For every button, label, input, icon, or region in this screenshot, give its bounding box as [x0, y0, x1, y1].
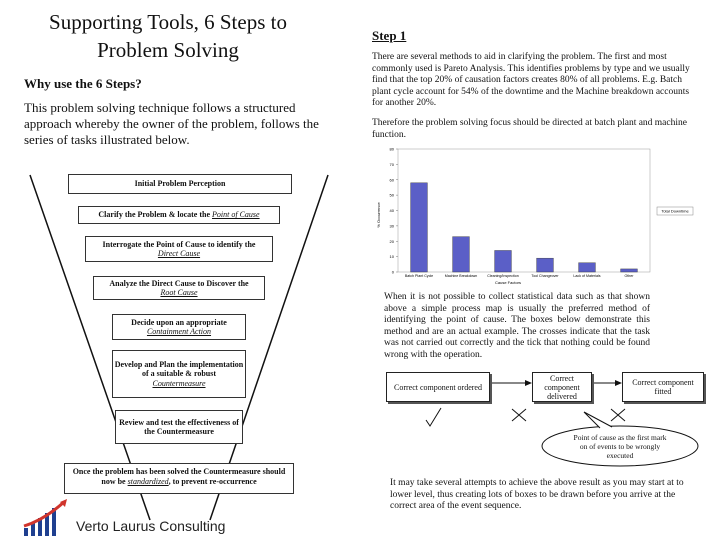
- funnel-step-review: Review and test the effectiveness of the Countermeasure: [115, 410, 243, 444]
- chart-x-tick-label: Lack of Materials: [573, 274, 601, 278]
- chart-y-tick-label: 60: [389, 177, 394, 183]
- process-box-delivered: Correct component delivered: [532, 372, 592, 402]
- chart-y-tick-label: 30: [389, 223, 394, 229]
- step-paragraph-3: When it is not possible to collect statistical data such as that shown above a simple process map is usually the preferred method of identifying the point of cause. The boxes below demonstrate this method and are an actual example. The crosses indicate that the task was not carried out correctly and the tick that nothing could be found wrong with the operation.: [384, 292, 650, 360]
- tick-mark: [426, 408, 441, 426]
- chart-y-label: % Occurrence: [376, 202, 381, 228]
- chart-x-tick-label: Batch Plant Cycle: [404, 274, 434, 278]
- funnel-step-interrogate: Interrogate the Point of Cause to identify the Direct Cause: [85, 236, 273, 262]
- step-paragraph-4: It may take several attempts to achieve the above result as you may start at to lower level, thus creating lots of boxes to be drawn before you arrive at the correct area of the event sequence.: [390, 478, 684, 511]
- step-paragraph-2: Therefore the problem solving focus should be directed at batch plant and machine function.: [372, 118, 687, 140]
- funnel-step-clarify: Clarify the Problem & locate the Point of Cause: [78, 206, 280, 224]
- chart-y-tick-label: 0: [391, 269, 394, 275]
- funnel-step-develop: Develop and Plan the implementation of a suitable & robust Countermeasure: [112, 350, 246, 398]
- chart-x-tick-label: Machine Breakdown: [444, 274, 478, 278]
- process-box-fitted: Correct component fitted: [622, 372, 704, 402]
- cross-mark-2: [611, 409, 625, 421]
- funnel-step-decide: Decide upon an appropriate Containment Action: [112, 314, 246, 340]
- chart-y-tick-label: 40: [389, 208, 394, 213]
- step-title: Step 1: [372, 28, 407, 43]
- page-title: Supporting Tools, 6 Steps to Problem Solving: [49, 10, 287, 62]
- chart-y-tick-label: 20: [389, 238, 394, 244]
- chart-legend-label: Total Downtime: [661, 208, 689, 214]
- chart-y-tick-label: 50: [389, 192, 394, 198]
- chart-y-tick-label: 80: [389, 146, 394, 152]
- chart-x-tick-label: Cleaning/Inspection: [487, 274, 519, 278]
- chart-x-tick-label: Tool Changeover: [531, 274, 559, 278]
- funnel-step-initial: Initial Problem Perception: [68, 174, 292, 194]
- process-box-ordered: Correct component ordered: [386, 372, 490, 402]
- chart-y-tick-label: 70: [389, 161, 394, 167]
- funnel-step-final: Once the problem has been solved the Countermeasure should now be standardized, to prevent re-occurrence: [64, 463, 294, 494]
- logo-text: Verto Laurus Consulting: [76, 518, 226, 534]
- step-paragraph-1: There are several methods to aid in clarifying the problem. The first and most commonly used is Pareto Analysis. This identifies problems by type and we usually find that the top 20% of causation factors creates 80% of all problems. E.g. Batch plant cycle account for 54% of the downtime and the Machine breakdown accounts for another 20%.: [372, 52, 690, 108]
- chart-x-tick-label: Other: [624, 274, 634, 278]
- callout-text: Point of cause as the first mark on of events to be wrongly executed: [573, 433, 667, 460]
- section-subheading: Why use the 6 Steps?: [24, 76, 142, 91]
- cross-mark-1: [512, 409, 526, 421]
- chart-x-label: Cause Factors: [494, 280, 522, 285]
- chart-y-tick-label: 10: [389, 254, 394, 260]
- funnel-step-analyze: Analyze the Direct Cause to Discover the Root Cause: [93, 276, 265, 300]
- intro-paragraph: This problem solving technique follows a structured approach whereby the owner of the problem, follows the series of tasks illustrated below.: [24, 100, 319, 147]
